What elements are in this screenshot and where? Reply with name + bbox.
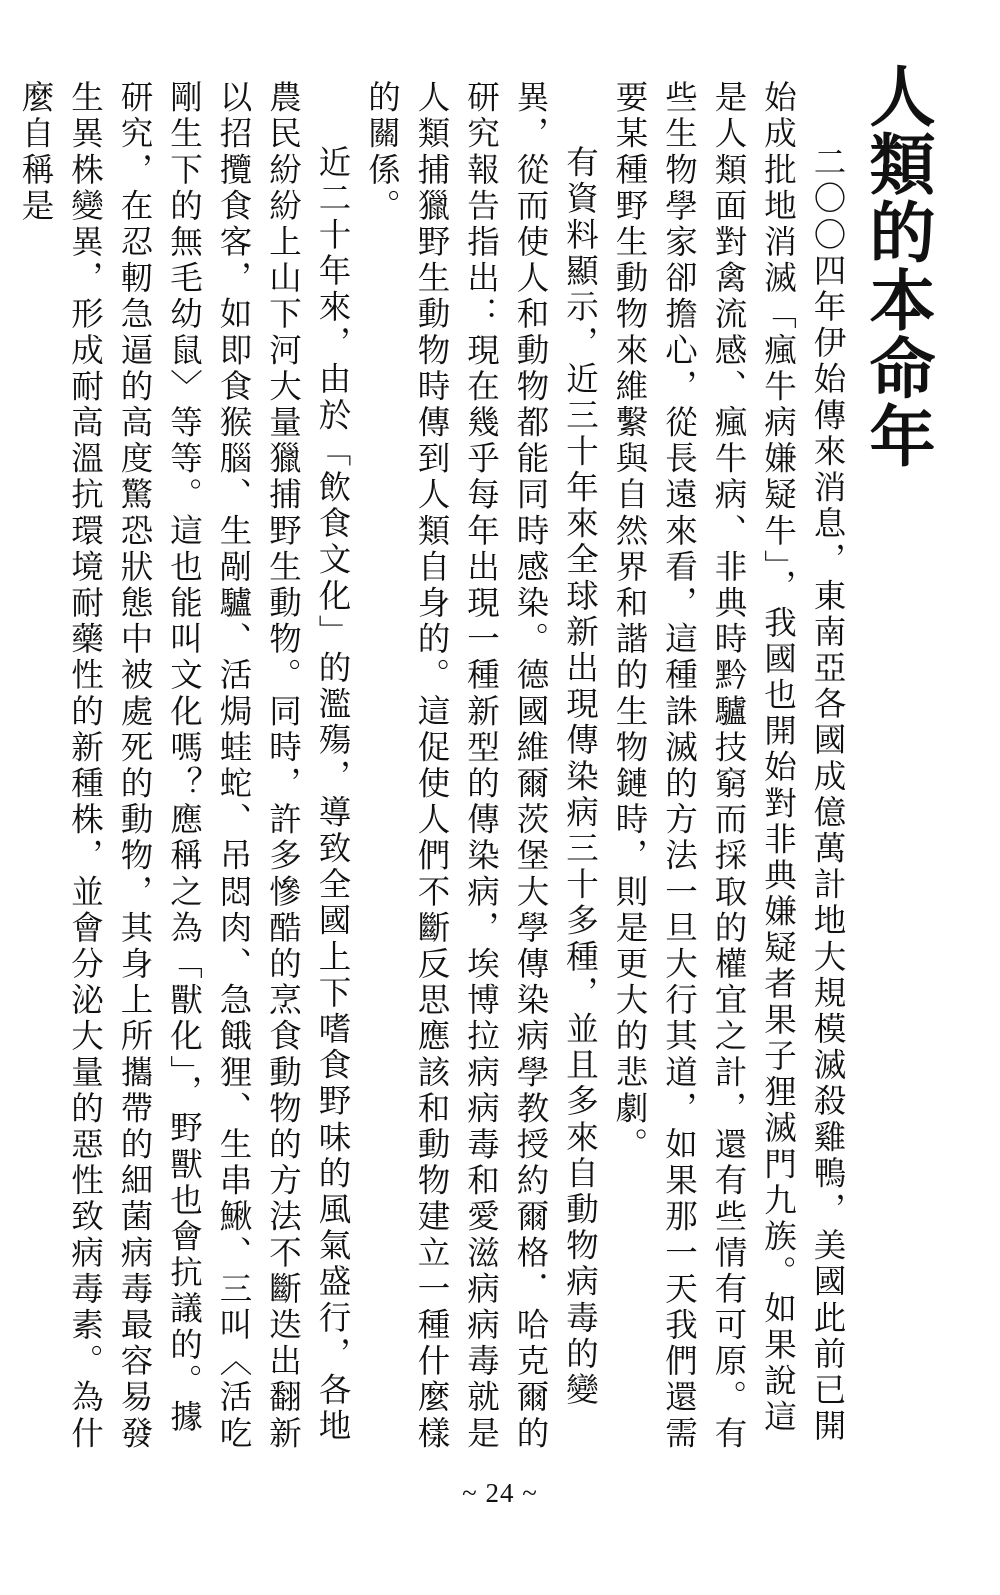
page-number: ~ 24 ~	[462, 1478, 538, 1508]
paragraph: 近二十年來，由於「飲食文化」的濫殤，導致全國上下嗜食野味的風氣盛行，各地農民紛紛上山下河大量獵捕野生動物。同時，許多慘酷的烹食動物的方法不斷迭出翻新以招攬食客，如即食猴腦、生剮驢、活焗蛙蛇、吊悶肉、急餓狸、生串鰍、三叫〈活吃剛生下的無毛幼鼠〉等等。這也能叫文化嗎？應稱之為「獸化」，野獸也會抗議的。據研究，在忍軔急逼的高度驚恐狀態中被處死的動物，其身上所攜帶的細菌病毒最容易發生異株變異，形成耐高溫抗環境耐藥性的新種株，並會分泌大量的惡性致病毒素。為什麼自稱是	[17, 80, 352, 1452]
paragraph: 二〇〇四年伊始傳來消息，東南亞各國成億萬計地大規模滅殺雞鴨，美國此前已開始成批地消滅「瘋牛病嫌疑牛」，我國也開始對非典嫌疑者果子狸滅門九族。如果說這是人類面對禽流感、瘋牛病、非典時黔驢技窮而採取的權宜之計，還有些情有可原。有些生物學家卻擔心，從長遠來看，這種誅滅的方法一旦大行其道，如果那一天我們還需要某種野生動物來維繫與自然界和諧的生物鏈時，則是更大的悲劇。	[611, 80, 847, 1452]
paragraph: 有資料顯示，近三十年來全球新出現傳染病三十多種，並且多來自動物病毒的變異，從而使人和動物都能同時感染。德國維爾茨堡大學傳染病學教授約爾格．哈克爾的研究報告指出：現在幾乎每年出現一種新型的傳染病，埃博拉病病毒和愛滋病病毒就是人類捕獵野生動物時傳到人類自身的。這促使人們不斷反思應該和動物建立一種什麼樣的關係。	[363, 80, 600, 1452]
article-body	[11, 80, 853, 1465]
page-title: 人類的本命年	[858, 62, 936, 470]
